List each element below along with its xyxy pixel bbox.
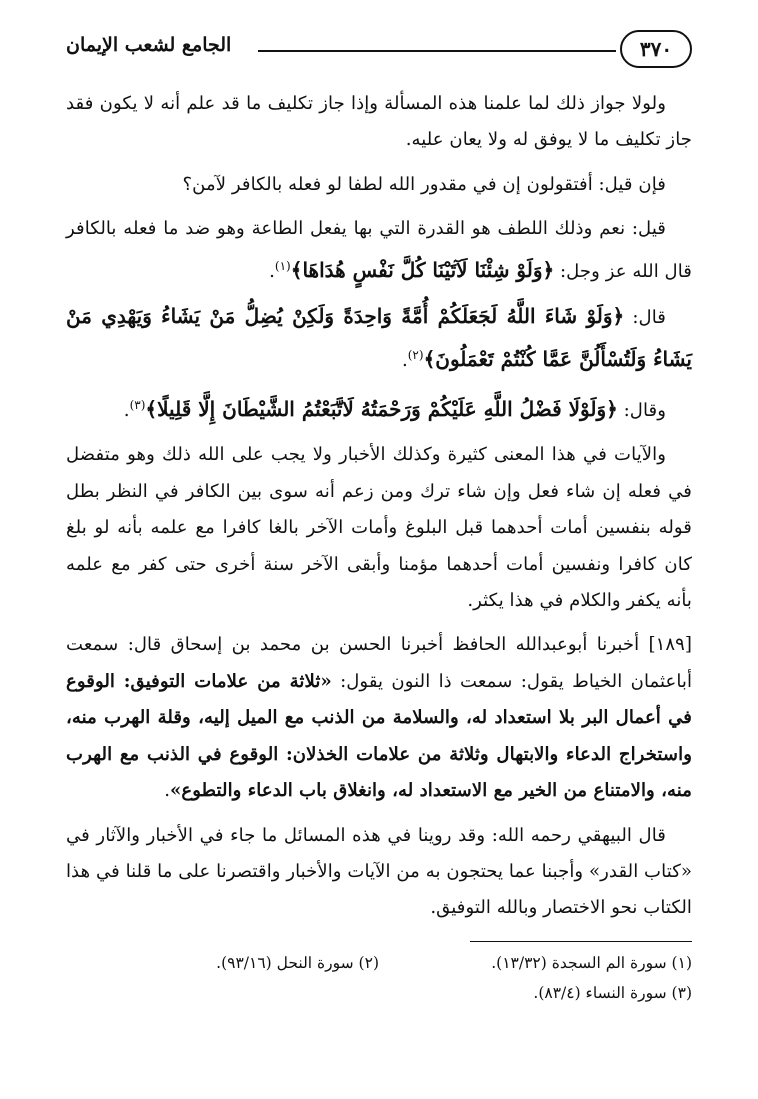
text-run: فإن قيل: أفتقولون إن في مقدور الله لطفا لو فعله بالكافر لآمن؟: [182, 173, 666, 195]
page: [66, 30, 692, 1008]
footnote-1: (١) سورة الم السجدة (١٣/٣٢).: [491, 953, 692, 972]
footnote-row: [66, 978, 692, 1008]
paragraph-p3: [66, 211, 692, 290]
footnote-3: (٣) سورة النساء (٨٣/٤).: [533, 983, 692, 1002]
main-text: [66, 86, 692, 927]
footnote-row: [66, 948, 692, 978]
text-run: ولولا جواز ذلك لما علمنا هذه المسألة وإذا جاز تكليف ما قد علم أنه لا يكون فقد جاز تكليف ما لا يوفق له ولا يعان عليه.: [66, 93, 692, 151]
quran-verse: ﴿وَلَوْ شِئْنَا لَآتَيْنَا كُلَّ نَفْسٍ هُدَاهَا﴾: [290, 257, 555, 282]
quran-verse: ﴿وَلَوْلَا فَضْلُ اللَّهِ عَلَيْكُمْ وَرَحْمَتُهُ لَاتَّبَعْتُمُ الشَّيْطَانَ إِلَّا قَلِيلًا﴾: [145, 397, 618, 422]
page-number: ٣٧٠: [639, 37, 673, 61]
text-run: [١٨٩] أخبرنا أبوعبدالله الحافظ أخبرنا الحسن بن محمد بن إسحاق قال: سمعت أباعثمان الخياط يقول: سمعت ذا النون يقول:: [66, 634, 693, 692]
text-run: قال:: [624, 307, 667, 329]
footnote-2: (٢) سورة النحل (٩٣/١٦).: [216, 953, 379, 972]
paragraph-p1: [66, 86, 692, 159]
quran-verse: ﴿وَلَوْ شَاءَ اللَّهُ لَجَعَلَكُمْ أُمَّةً وَاحِدَةً وَلَكِنْ يُضِلُّ مَنْ يَشَاءُ وَيَهْدِي مَنْ يَشَاءُ وَلَتُسْأَلُنَّ عَمَّا كُنْتُمْ تَعْمَلُونَ﴾: [66, 304, 692, 371]
quoted-saying: «ثلاثة من علامات التوفيق: الوقوع في أعمال البر بلا استعداد له، والسلامة من الذنب مع الميل إليه، وقلة الهرب منه، واستخراج الدعاء والابتهال وثلاثة من علامات الخذلان: الوقوع في الذنب مع الهرب منه، والامتناع من الخير مع الاستعداد له، وانغلاق باب الدعاء والتطوع»: [66, 670, 692, 802]
footnote-marker: (٢): [407, 347, 424, 362]
book-title: الجامع لشعب الإيمان: [66, 34, 232, 56]
paragraph-p7: [66, 627, 692, 809]
paragraph-p4: [66, 298, 692, 379]
text-run: .: [401, 349, 408, 371]
footnote-rule: [470, 941, 692, 942]
footnote-marker: (٣): [129, 397, 146, 412]
paragraph-p6: [66, 437, 692, 619]
footnote-marker: (١): [274, 258, 291, 273]
header-rule: [258, 50, 616, 52]
text-run: .: [164, 780, 170, 802]
page-header: [66, 30, 692, 80]
text-run: قال البيهقي رحمه الله: وقد روينا في هذه المسائل ما جاء في الأخبار والآثار في «كتاب القدر» وأجبنا عما يحتجون به من الآيات والأخبار واقتصرنا على ما قلنا في هذا الكتاب نحو الاختصار وبالله التوفيق.: [66, 824, 692, 919]
paragraph-p5: [66, 387, 692, 429]
page-number-badge: [620, 30, 692, 68]
text-run: وقال:: [617, 400, 666, 422]
paragraph-p8: [66, 818, 692, 927]
text-run: .: [269, 260, 275, 282]
text-run: .: [123, 400, 130, 422]
text-run: قيل: نعم وذلك اللطف هو القدرة التي بها يفعل الطاعة وهو ضد ما فعله بالكافر قال الله عز وجل:: [66, 218, 692, 282]
paragraph-p2: [66, 167, 692, 203]
text-run: والآيات في هذا المعنى كثيرة وكذلك الأخبار ولا يجب على الله ذلك وهو متفضل في فعله إن شاء فعل وإن شاء ترك ومن زعم أنه سوى بين الكافر في النظر بطل قوله بنفسين أمات أحدهما قبل البلوغ وأمات الآخر بالغا كافرا مع علمه بأنه لو بلغ كان كافرا ونفسين أمات أحدهما مؤمنا وأبقى الآخر سنة أخرى حتى كفر مع علمه بأنه يكفر والكلام في هذا يكثر.: [66, 444, 692, 612]
footnotes: [66, 948, 692, 1008]
